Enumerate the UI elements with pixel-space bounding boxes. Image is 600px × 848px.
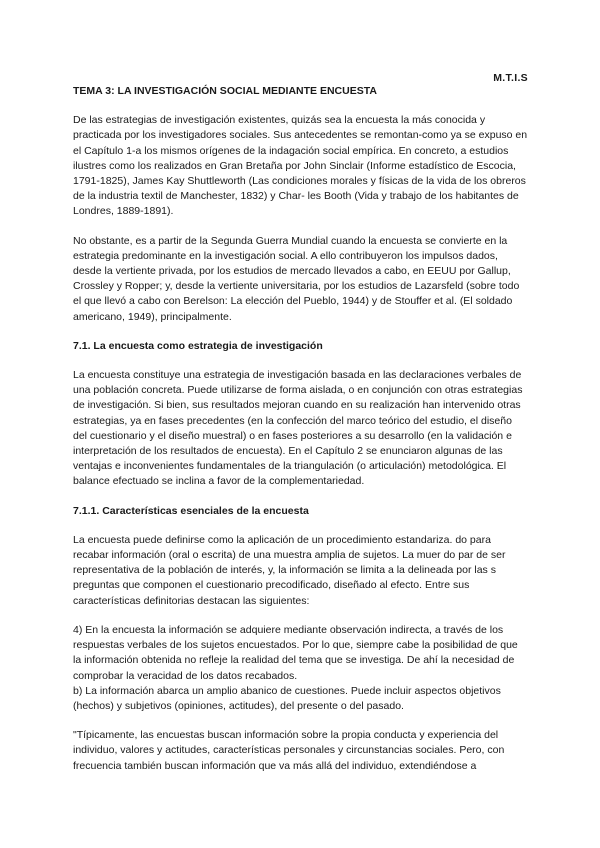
section-7-1-1-paragraph: La encuesta puede definirse como la aplicación de un procedimiento estandariza. do para recabar información (oral o escrita) de una muestra amplia de sujetos. La muer do par de ser representativa de la población de interés, y, la información se limita a la delineada por las s preguntas que componen el cuestionario precodificado, diseñado al efecto. Entre sus características definitorias destacan las siguientes: bbox=[73, 533, 506, 607]
document-title: TEMA 3: LA INVESTIGACIÓN SOCIAL MEDIANTE ENCUESTA bbox=[73, 85, 377, 97]
document-body bbox=[73, 84, 528, 788]
intro-paragraph-1: De las estrategias de investigación existentes, quizás sea la encuesta la más conocida y practicada por los investigadores sociales. Sus antecedentes se remontan-como ya se expuso en el Capítulo 1-a los mismos orígenes de la indagación social empírica. En concreto, a estudios ilustres como los realizados en Gran Bretaña por John Sinclair (Informe estadístico de Escocia, 1791-1825), James Kay Shuttleworth (Las condiciones morales y físicas de la vida de los obreros de la industria textil de Manchester, 1832) y Char- les Booth (Vida y trabajo de los habitantes de Londres, 1889-1891). bbox=[73, 114, 528, 218]
header-mark: M.T.I.S bbox=[493, 72, 528, 84]
section-7-1-paragraph: La encuesta constituye una estrategia de investigación basada en las declaraciones verbales de una población concreta. Puede utilizarse de forma aislada, o en conjunción con otras estrategias de investigación. Si bien, sus resultados mejoran cuando en su realización han intervenido otras estrategias, ya en fases precedentes (en la confección del marco teórico del estudio, el diseño del cuestionario y el diseño muestral) o en fases posteriores a su desarrollo (en la validación e interpretación de los resultados de encuesta). En el Capítulo 2 se enunciaron algunas de las ventajas e inconvenientes fundamentales de la triangulación (o articulación) metodológica. El balance efectuado se inclina a favor de la complementariedad. bbox=[73, 369, 523, 488]
quote-paragraph: "Típicamente, las encuestas buscan información sobre la propia conducta y experiencia del individuo, valores y actitudes, características personales y circunstancias sociales. Pero, con frecuencia también buscan información que va más allá del individuo, extendiéndose a bbox=[73, 729, 505, 772]
characteristic-item-a: 4) En la encuesta la información se adquiere mediante observación indirecta, a través de los respuestas verbales de los sujetos encuestados. Por lo que, siempre cabe la posibilidad de que la información obtenida no refleje la realidad del tema que se investiga. De ahí la necesidad de comprobar la veracidad de los datos recabados. bbox=[73, 623, 518, 682]
characteristic-item-b: b) La información abarca un amplio abanico de cuestiones. Puede incluir aspectos objetivos (hechos) y subjetivos (opiniones, actitudes), del presente o del pasado. bbox=[73, 684, 501, 712]
characteristics-list bbox=[73, 623, 528, 714]
section-7-1-1-heading: 7.1.1. Características esenciales de la encuesta bbox=[73, 504, 309, 517]
intro-paragraph-2: No obstante, es a partir de la Segunda Guerra Mundial cuando la encuesta se convierte en la estrategia predominante en la investigación social. A ello contribuyeron los impulsos dados, desde la vertiente privada, por los estudios de mercado llevados a cabo, en EEUU por Gallup, Crossley y Ropper; y, desde la vertiente universitaria, por los estudios de Lazarsfeld (sobre todo el que llevó a cabo con Berelson: La elección del Pueblo, 1944) y de Stouffer et al. (El soldado americano, 1949), principalmente. bbox=[73, 234, 520, 323]
section-7-1-heading: 7.1. La encuesta como estrategia de investigación bbox=[73, 339, 323, 352]
